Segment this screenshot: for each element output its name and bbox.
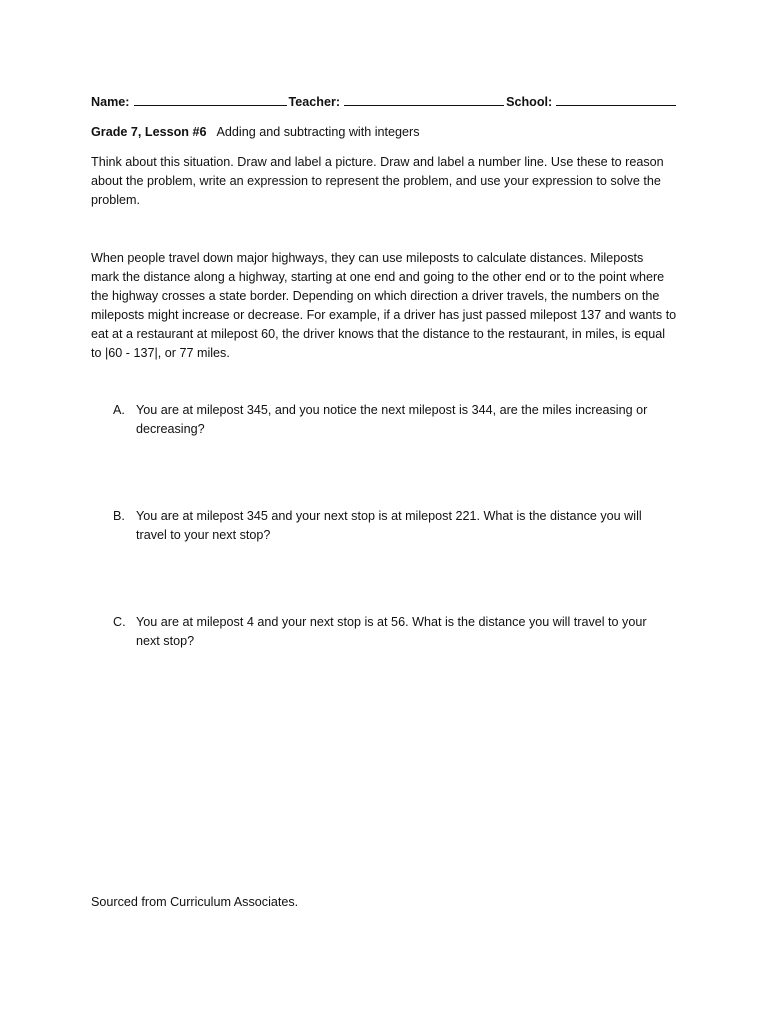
- scenario-paragraph: [91, 249, 681, 363]
- instructions-line: Think about this situation. Draw and label a picture. Draw and label a number line. Use these to reason: [91, 155, 664, 169]
- scenario-line: When people travel down major highways, they can use mileposts to calculate distances. Mileposts: [91, 251, 644, 265]
- scenario-line: mark the distance along a highway, starting at one end and going to the other end or to the point where: [91, 270, 665, 284]
- question-text: [136, 507, 676, 545]
- question-line: decreasing?: [136, 422, 205, 436]
- instructions-paragraph: [91, 153, 681, 210]
- scenario-line: eat at a restaurant at milepost 60, the driver knows that the distance to the restaurant, in miles, is equal: [91, 327, 666, 341]
- scenario-line: the highway crosses a state border. Depending on which direction a driver travels, the numbers on the: [91, 289, 660, 303]
- question-letter: B.: [113, 509, 125, 523]
- question-text: [136, 613, 676, 651]
- question-text: [136, 401, 676, 439]
- name-label: Name:: [91, 95, 130, 109]
- lesson-subtitle: Adding and subtracting with integers: [216, 125, 420, 139]
- school-label: School:: [506, 95, 553, 109]
- teacher-blank-line: [344, 93, 504, 106]
- question-line: You are at milepost 345, and you notice the next milepost is 344, are the miles increasing or: [136, 403, 648, 417]
- source-credit: Sourced from Curriculum Associates.: [91, 895, 299, 909]
- question-letter: A.: [113, 403, 125, 417]
- teacher-label: Teacher:: [288, 95, 341, 109]
- instructions-line: problem.: [91, 193, 140, 207]
- question-line: You are at milepost 345 and your next stop is at milepost 221. What is the distance you will: [136, 509, 642, 523]
- scenario-line: mileposts might increase or decrease. For example, if a driver has just passed milepost 137 and wants to: [91, 308, 677, 322]
- question-line: travel to your next stop?: [136, 528, 271, 542]
- instructions-line: about the problem, write an expression to represent the problem, and use your expression to solve the: [91, 174, 661, 188]
- question-line: You are at milepost 4 and your next stop is at 56. What is the distance you will travel to your: [136, 615, 647, 629]
- header-row: [91, 93, 678, 112]
- scenario-line: to |60 - 137|, or 77 miles.: [91, 346, 230, 360]
- lesson-title-row: [91, 123, 420, 142]
- name-blank-line: [134, 93, 287, 106]
- school-blank-line: [556, 93, 676, 106]
- lesson-title: Grade 7, Lesson #6: [91, 125, 207, 139]
- question-line: next stop?: [136, 634, 195, 648]
- question-letter: C.: [113, 615, 126, 629]
